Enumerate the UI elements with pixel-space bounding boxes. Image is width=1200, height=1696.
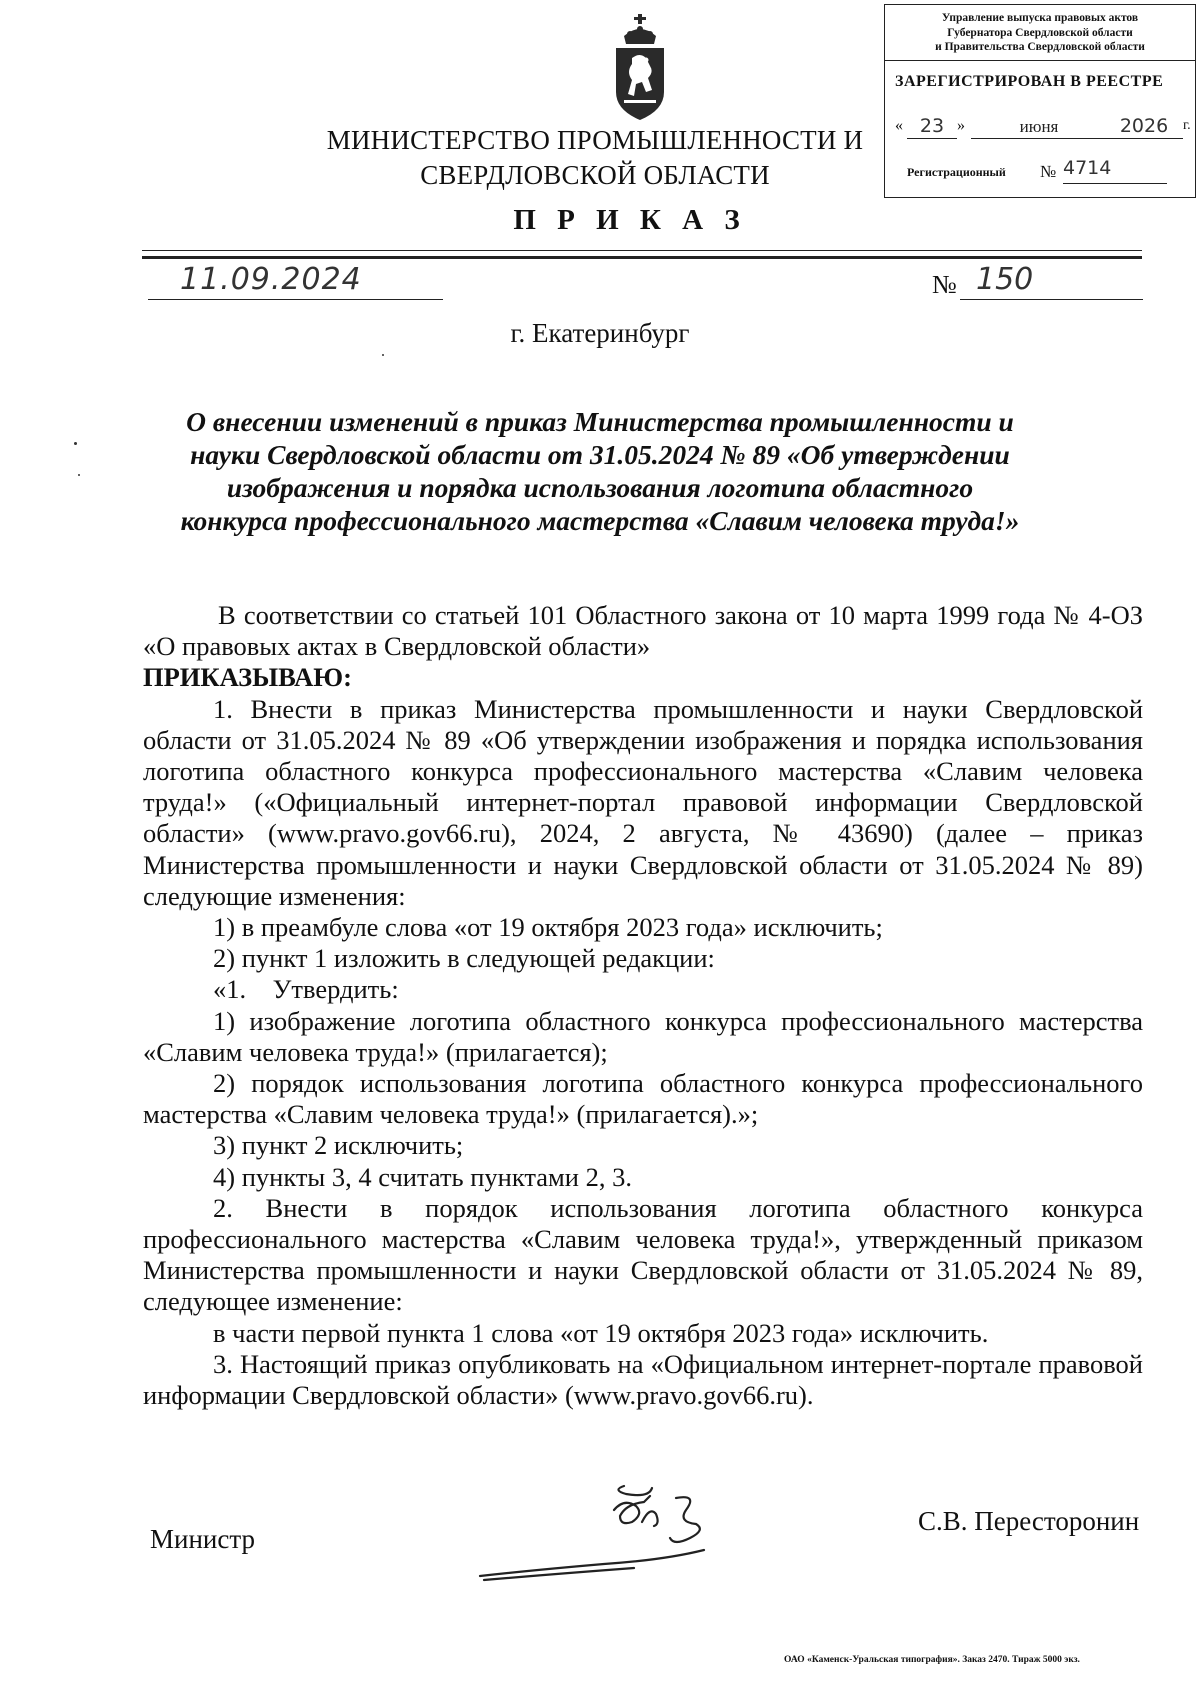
stamp-issuer-line3: и Правительства Свердловской области (935, 41, 1145, 53)
paragraph-item-1-2: 2) пункт 1 изложить в следующей редакции: (213, 943, 715, 974)
stamp-issuer-line2: Губернатора Свердловской области (947, 26, 1133, 39)
stamp-day: 23 (919, 115, 945, 137)
stamp-reg-underline (1063, 183, 1167, 184)
scan-speck (78, 474, 80, 476)
ministry-name-line1: МИНИСТЕРСТВО ПРОМЫШЛЕННОСТИ И (326, 125, 864, 155)
paragraph-item-2: 2. Внести в порядок использования логотипа областного конкурса профессионального мастерства «Славим человека труда!», утвержденный приказом Министерства промышленности и науки Свердловской области от 31.05.2024 № 89, следующее изменение: (143, 1192, 1143, 1317)
stamp-reg-label: Регистрационный (907, 165, 1006, 179)
stamp-number-sign: № (1040, 162, 1057, 181)
paragraph-quote-sub-1: 1) изображение логотипа областного конкурса профессионального мастерства «Славим человека труда!» (прилагается); (143, 1005, 1143, 1067)
paragraph-item-1: 1. Внести в приказ Министерства промышленности и науки Свердловской области от 31.05.2024 № 89 «Об утверждении изображения и порядка использования логотипа областного конкурса профессионального мастерства «Славим человека труда!» («Официальный интернет-портал правовой информации Свердловской области» (www.pravo.gov66.ru), 2024, 2 августа, № 43690) (далее – приказ Министерства промышленности и науки Свердловской области от 31.05.2024 № 89) следующие изменения: (143, 693, 1143, 911)
stamp-quote-open: « (895, 117, 903, 134)
signatory-name: С.В. Пересторонин (918, 1506, 1140, 1536)
stamp-quote-close: » (957, 117, 965, 134)
stamp-issuer-line1: Управление выпуска правовых актов (941, 12, 1139, 24)
document-title: О внесении изменений в приказ Министерства промышленности и науки Свердловской области от 31.05.2024 № 89 «Об утверждении изображения и порядка использования логотипа областного конкурса профессионального мастерства «Славим человека труда!» (180, 406, 1020, 536)
signatory-position: Министр (150, 1524, 255, 1554)
stamp-day-underline (907, 138, 957, 139)
handwritten-signature-icon (474, 1480, 794, 1590)
ministry-name-line2: СВЕРДЛОВСКОЙ ОБЛАСТИ (420, 160, 770, 190)
stamp-month: июня (1019, 117, 1059, 136)
document-number: 150 (976, 262, 1034, 297)
document-city: г. Екатеринбург (510, 318, 690, 348)
document-number-sign: № (932, 270, 957, 299)
date-underline (148, 299, 443, 300)
scan-speck (74, 442, 77, 445)
stamp-reg-number: 4714 (1063, 157, 1112, 179)
registration-stamp (884, 4, 1196, 198)
document-type-title: П Р И К А З (513, 204, 747, 236)
document-body (143, 600, 1143, 1411)
paragraph-item-1-4: 4) пункты 3, 4 считать пунктами 2, 3. (213, 1161, 632, 1192)
paragraph-preamble: В соответствии со статьей 101 Областного закона от 10 марта 1999 года № 4-ОЗ «О правовых актах в Свердловской области» (143, 600, 1143, 662)
paragraph-quote-start: «1. Утвердить: (213, 974, 399, 1005)
stamp-month-underline (971, 138, 1107, 139)
stamp-issuer (885, 5, 1195, 61)
stamp-year: 2026 (1119, 115, 1169, 137)
paragraph-quote-sub-2: 2) порядок использования логотипа областного конкурса профессионального мастерства «Славим человека труда!» (прилагается).»; (143, 1068, 1143, 1130)
document-date: 11.09.2024 (180, 262, 362, 297)
paragraph-item-2-detail: в части первой пункта 1 слова «от 19 октября 2023 года» исключить. (213, 1317, 989, 1348)
scan-speck (382, 354, 384, 356)
header-rule-thin (142, 250, 1142, 251)
paragraph-item-1-1: 1) в преамбуле слова «от 19 октября 2023 года» исключить; (213, 912, 883, 943)
coat-of-arms-icon (610, 14, 670, 122)
paragraph-item-1-3: 3) пункт 2 исключить; (213, 1130, 464, 1161)
number-underline (960, 299, 1143, 300)
paragraph-order: ПРИКАЗЫВАЮ: (143, 662, 352, 693)
header-rule-thick (142, 256, 1142, 259)
stamp-year-suffix: г. (1183, 118, 1191, 133)
stamp-year-underline (1107, 138, 1183, 139)
printer-footer: ОАО «Каменск-Уральская типография». Заказ 2470. Тираж 5000 экз. (784, 1655, 1080, 1665)
stamp-registered-label: ЗАРЕГИСТРИРОВАН В РЕЕСТРЕ (895, 73, 1164, 90)
paragraph-item-3: 3. Настоящий приказ опубликовать на «Официальном интернет-портале правовой информации Свердловской области» (www.pravo.gov66.ru). (143, 1348, 1143, 1411)
